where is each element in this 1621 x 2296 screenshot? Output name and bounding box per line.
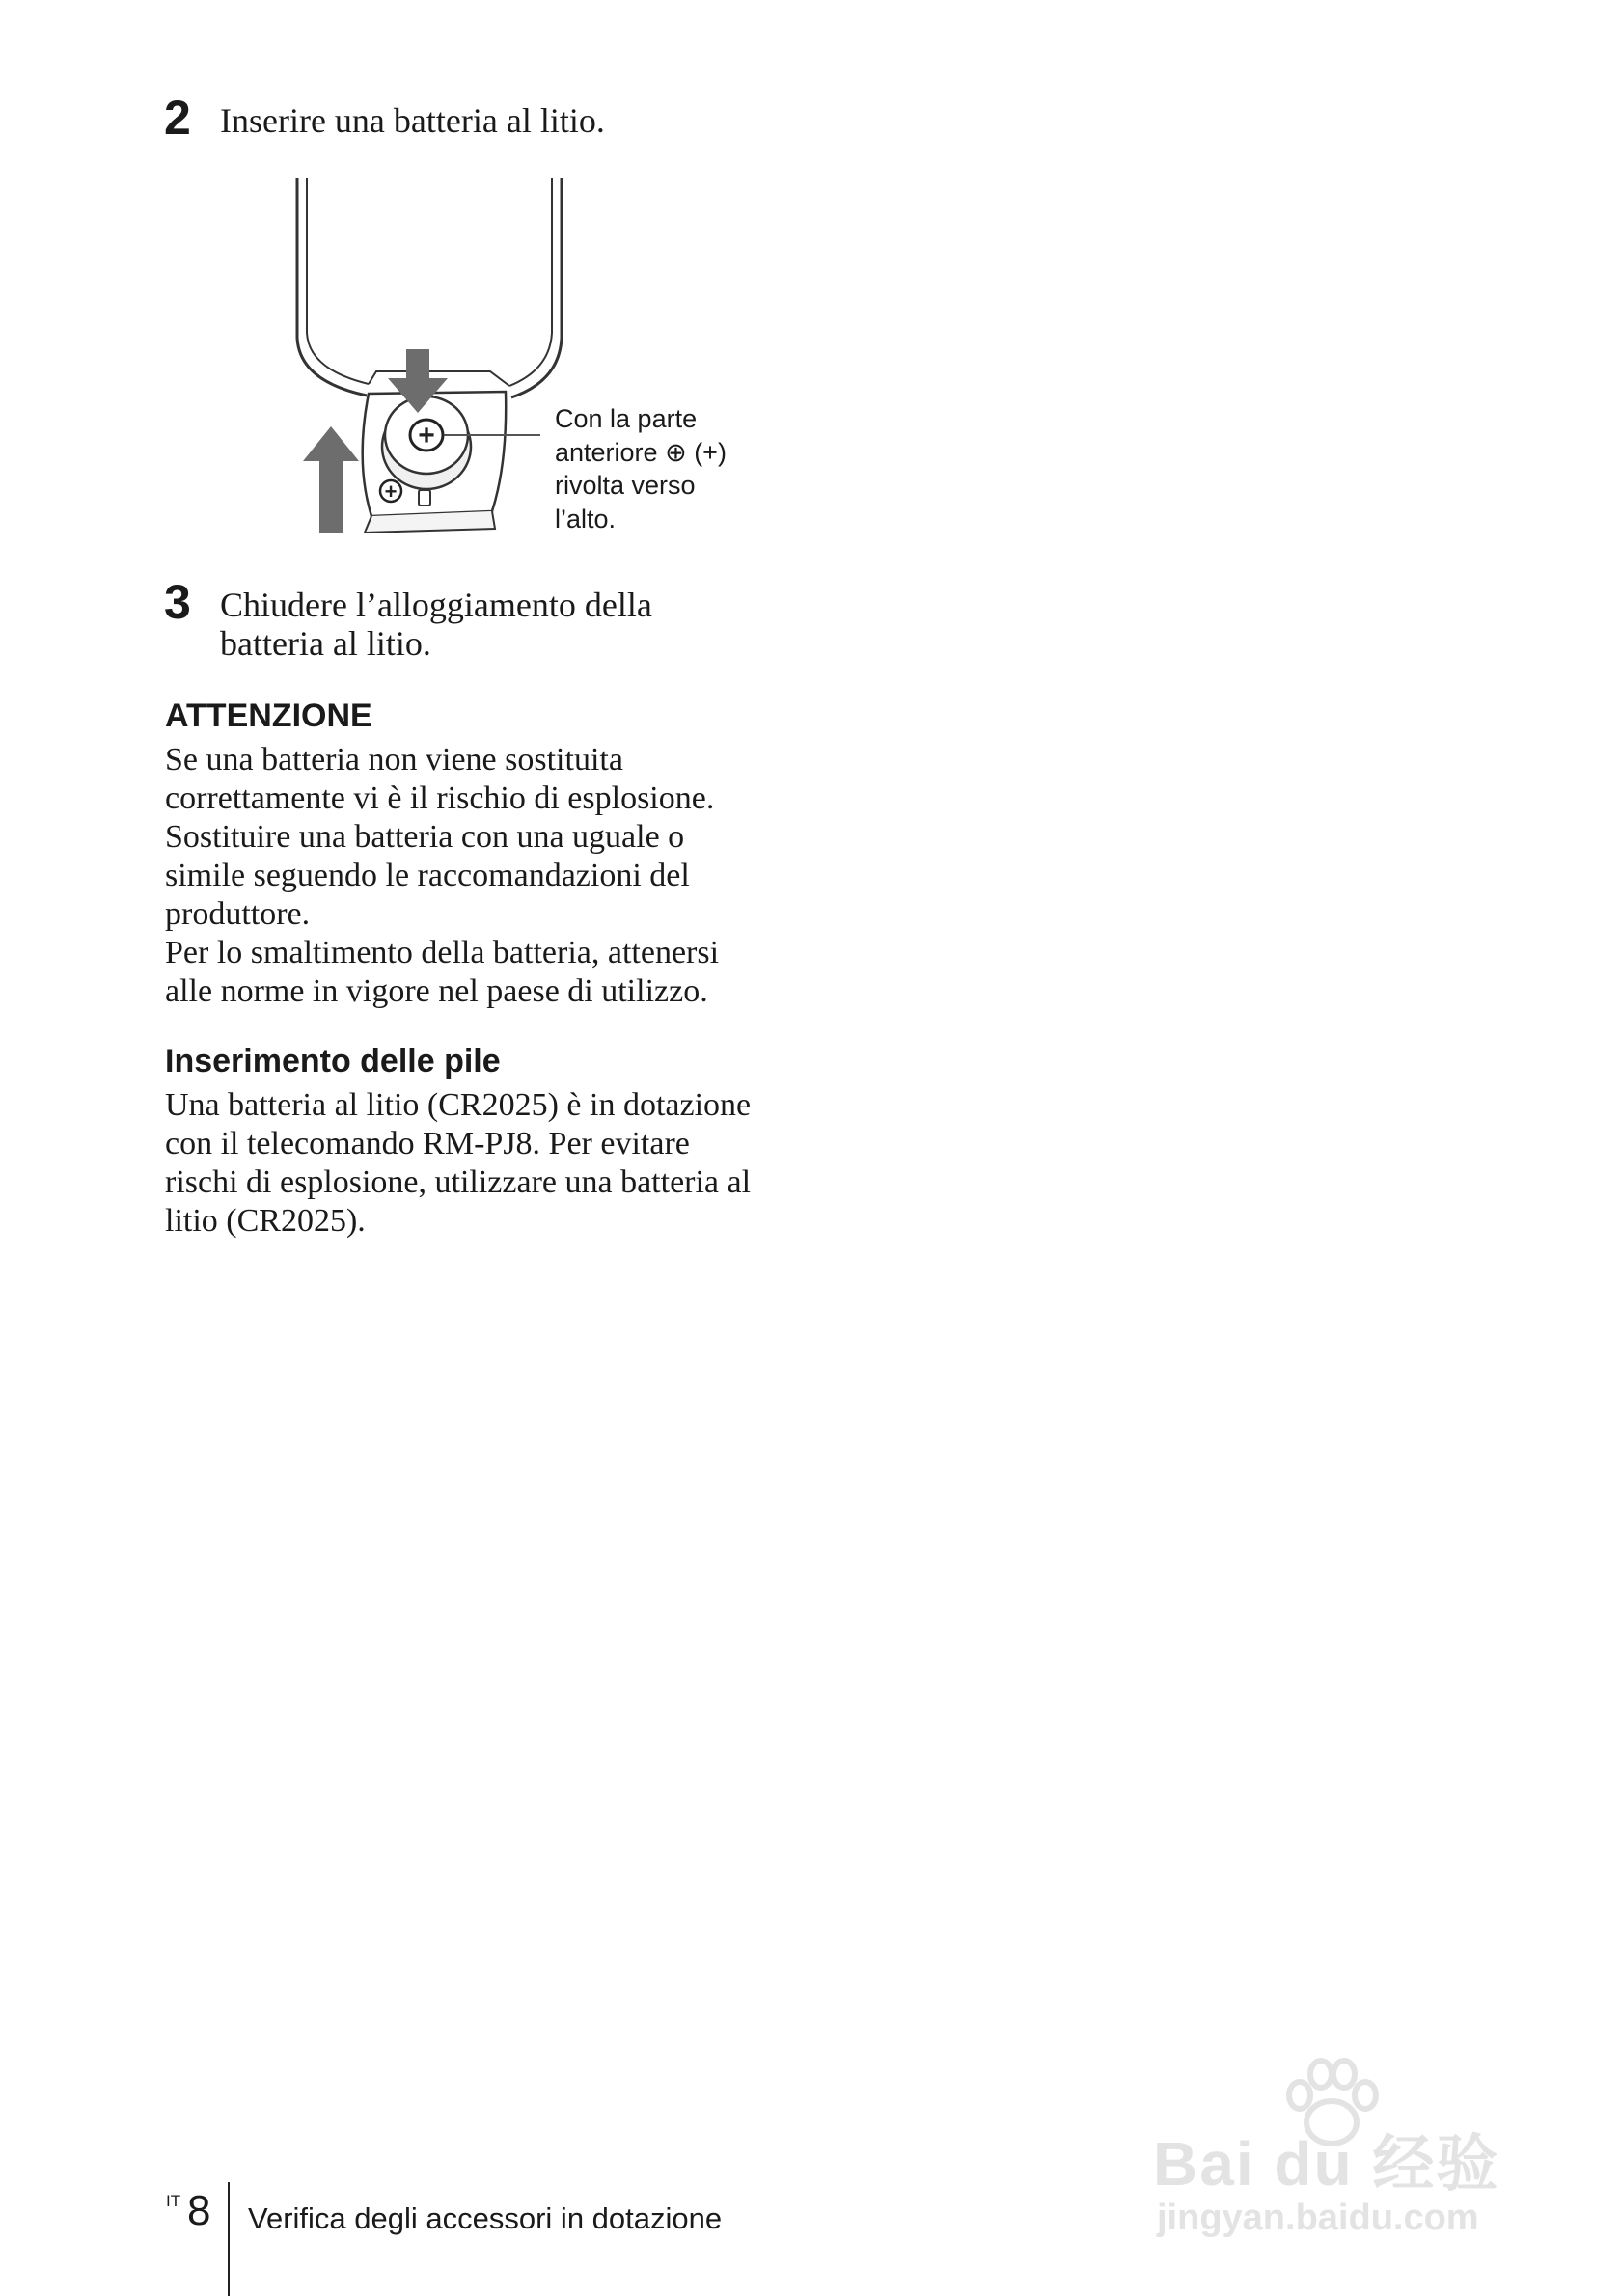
- figure-callout: [555, 402, 727, 535]
- battery-section-line: con il telecomando RM-PJ8. Per evitare: [165, 1126, 690, 1162]
- caution-line: simile seguendo le raccomandazioni del: [165, 858, 690, 893]
- up-arrow: [303, 426, 359, 533]
- callout-line: Con la parte: [555, 404, 698, 433]
- watermark: [1153, 2055, 1539, 2238]
- footer-divider: [228, 2182, 230, 2296]
- watermark-url: jingyan.baidu.com: [1157, 2198, 1479, 2238]
- battery-section-paragraph: [165, 1086, 751, 1241]
- callout-line: rivolta verso: [555, 471, 696, 500]
- step-3-number: 3: [164, 575, 191, 629]
- step-2-text: [220, 101, 605, 140]
- remote-body-inner-right: [509, 178, 552, 386]
- caution-line: Se una batteria non viene sostituita: [165, 742, 623, 778]
- step-3-text: [220, 586, 652, 663]
- step-3-line: Chiudere l’alloggiamento della: [220, 586, 652, 624]
- caution-line: Sostituire una batteria con una uguale o: [165, 819, 685, 855]
- caution-paragraph: [165, 741, 719, 1011]
- caution-line: produttore.: [165, 896, 311, 932]
- callout-line: anteriore ⊕ (+): [555, 437, 727, 467]
- tray-plus-symbol: +: [384, 479, 398, 504]
- caution-heading: ATTENZIONE: [165, 697, 372, 734]
- watermark-brand: Bai du 经验: [1153, 2129, 1500, 2199]
- battery-section-line: litio (CR2025).: [165, 1203, 366, 1239]
- footer-section-title: Verifica degli accessori in dotazione: [248, 2201, 723, 2235]
- caution-line: alle norme in vigore nel paese di utilizzo.: [165, 973, 708, 1009]
- caution-line: Per lo smaltimento della batteria, attenersi: [165, 935, 720, 970]
- battery-section-line: Una batteria al litio (CR2025) è in dotazione: [165, 1087, 752, 1123]
- callout-line: l’alto.: [555, 504, 617, 533]
- step-3-line: batteria al litio.: [220, 624, 431, 663]
- page-number: 8: [187, 2187, 211, 2234]
- battery-section-line: rischi di esplosione, utilizzare una batteria al: [165, 1164, 752, 1200]
- step-2-line: Inserire una batteria al litio.: [220, 101, 605, 140]
- caution-line: correttamente vi è il rischio di esplosione.: [165, 780, 715, 816]
- page-language-code: IT: [166, 2192, 181, 2210]
- battery-plus-symbol: +: [418, 420, 435, 451]
- step-2-number: 2: [164, 91, 191, 145]
- tray-latch-mark: [419, 490, 430, 506]
- remote-body-outline-right: [511, 178, 562, 397]
- battery-section-heading: Inserimento delle pile: [165, 1043, 501, 1080]
- remote-body-inner-left: [307, 178, 369, 384]
